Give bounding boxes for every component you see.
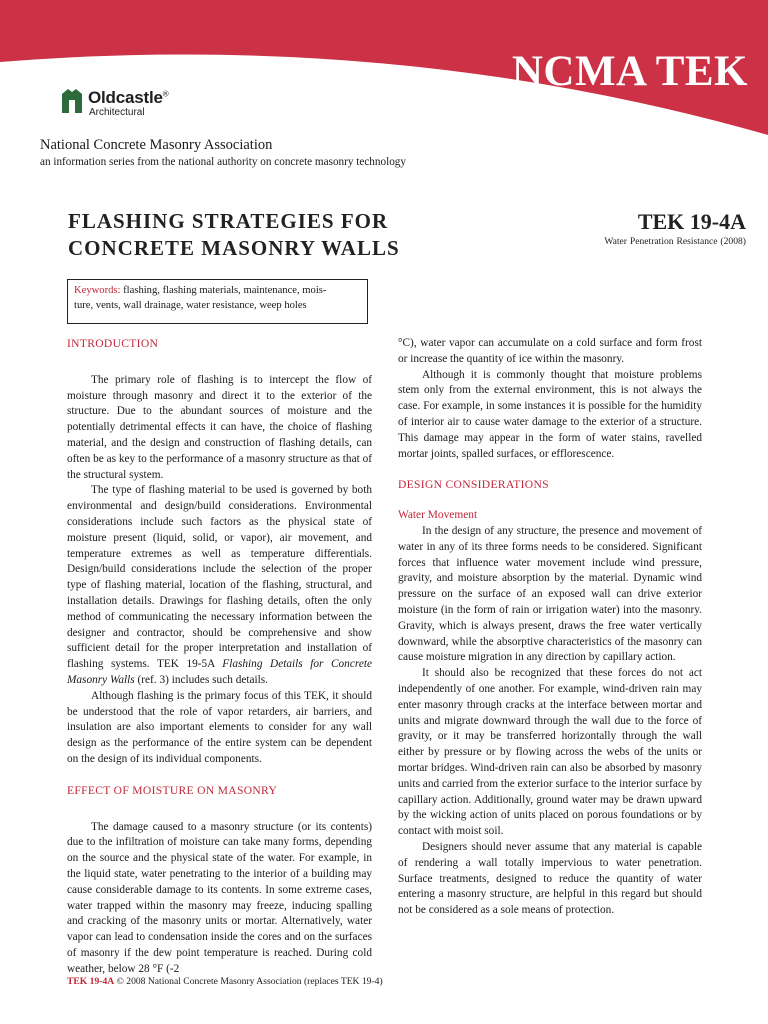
moisture-paragraph-1: The damage caused to a masonry structure (or its contents) due to the infiltration of moisture can take many forms, depending on the source and the physical state of the water. For example, in the liquid state, water penetrating to the interior of a building may cause considerable damage to its contents. In some extreme cases, water trapped within the masonry may freeze, inducing spalling and cracking of the masonry units or mortar. Alternatively, water vapor can lead to condensation inside the cores and on the surfaces of masonry if the dew point temperature is reached. During cold weather, below 28 °F (-2 <box>67 820 372 975</box>
introduction-heading: INTRODUCTION <box>67 337 159 350</box>
continued-paragraph: °C), water vapor can accumulate on a cold surface and form frost or increase the quantity of ice within the masonry. <box>398 337 702 365</box>
water-movement-heading: Water Movement <box>398 509 478 522</box>
moisture-paragraph-2: Although it is commonly thought that moisture problems stem only from the external environment, this is not always the case. For example, in some instances it is possible for the humidity of interior air to cause water damage to the exterior of a structure. This damage may appear in the form of water stains, ravelled mortar joints, spalled surfaces, or efflorescence. <box>398 368 702 460</box>
document-title <box>68 208 400 262</box>
tagline: an information series from the national authority on concrete masonry technology <box>40 156 406 168</box>
title-line-2: CONCRETE MASONRY WALLS <box>68 236 400 260</box>
water-movement-paragraph-2: It should also be recognized that these forces do not act independently of one another. For example, wind-driven rain may enter masonry through cracks at the interface between mortar and units and migrate downward through the wall due to the force of gravity, or it may be transferred horizontally through the wall either by pressure or by flowing across the webs of the units or mortar bridges. Wind-driven rain can also be absorbed by masonry units and carried from the exterior surface to the interior surface by capillary action. Additionally, ground water may be drawn upward by the wicking action of units placed on porous foundations or by contact with moist soil. <box>398 667 702 838</box>
intro-paragraph-3: Although flashing is the primary focus of this TEK, it should be understood that the role of vapor retarders, air barriers, and insulation are also important elements to consider for any wall design as the performance of the entire system can be dependent on the design of its individual components. <box>67 689 372 765</box>
water-movement-paragraph-3: Designers should never assume that any material is capable of rendering a wall totally impervious to water penetration. Surface treatments, designed to reduce the quantity of water entering a masonry structure, are helpful in this regard but should not be considered as a sole means of protection. <box>398 840 702 917</box>
intro-paragraph-2: The type of flashing material to be used is governed by both environmental and design/build considerations. Environmental considerations include such factors as the physical state of moisture present (liquid, solid, or vapor), air movement, and temperature extremes as well as temperature differentials. Design/build considerations include the selection of the proper type of flashing material, location of the flashing, structural, and installation details. Drawings for flashing details, often the only method of communicating the necessary information between the designer and contractor, should be comprehensive and show sufficient detail for the proper interpretation and installation of flashing systems. TEK 19-5A Flashing Details for Concrete Masonry Walls (ref. 3) includes such details. <box>67 484 372 686</box>
intro-paragraph-1: The primary role of flashing is to intercept the flow of moisture through masonry and direct it to the exterior of the structure. Due to the abundant sources of moisture and the potentially detrimental effects it can have, the choice of flashing material, and the design and construction of flashing details, can often be as key to the performance of a masonry structure as that of the structural system. <box>67 373 372 481</box>
logo-subtitle: Architectural <box>89 107 145 118</box>
page-footer <box>67 976 383 987</box>
keywords-box <box>67 279 368 324</box>
title-line-1: FLASHING STRATEGIES FOR <box>68 209 389 233</box>
moisture-heading: EFFECT OF MOISTURE ON MASONRY <box>67 783 278 797</box>
design-considerations-heading: DESIGN CONSIDERATIONS <box>398 478 549 492</box>
keywords-line-2: ture, vents, wall drainage, water resistance, weep holes <box>74 300 307 311</box>
tek-category: Water Penetration Resistance (2008) <box>604 236 746 247</box>
oldcastle-tower-icon <box>60 88 84 114</box>
keywords-line-1: flashing, flashing materials, maintenance, mois- <box>120 285 327 296</box>
footer-tek-number: TEK 19-4A <box>67 976 115 987</box>
reference-title: Flashing Details for Concrete Masonry Walls <box>67 658 372 686</box>
footer-copyright: © 2008 National Concrete Masonry Association (replaces TEK 19-4) <box>114 976 383 987</box>
left-column <box>67 336 372 977</box>
right-column <box>398 336 702 919</box>
organization-name: National Concrete Masonry Association <box>40 137 273 153</box>
brand-title: NCMA TEK <box>511 48 748 95</box>
keywords-label: Keywords: <box>74 285 121 296</box>
water-movement-paragraph-1: In the design of any structure, the presence and movement of water in any of its three forms needs to be considered. Significant forces that influence water movement include wind pressure, gravity, and moisture absorption by the material. Dynamic wind pressure on the surface of an exposed wall can drive exterior moisture (in the form of rain or irrigation water) into the masonry. Gravity, which is always present, draws the free water vertically downward, while the absorptive characteristics of the masonry can cause moisture migration in any direction by capillary action. <box>398 524 702 664</box>
logo-name: Oldcastle® <box>88 88 169 107</box>
oldcastle-logo <box>60 84 190 124</box>
tek-number: TEK 19-4A <box>637 209 746 234</box>
